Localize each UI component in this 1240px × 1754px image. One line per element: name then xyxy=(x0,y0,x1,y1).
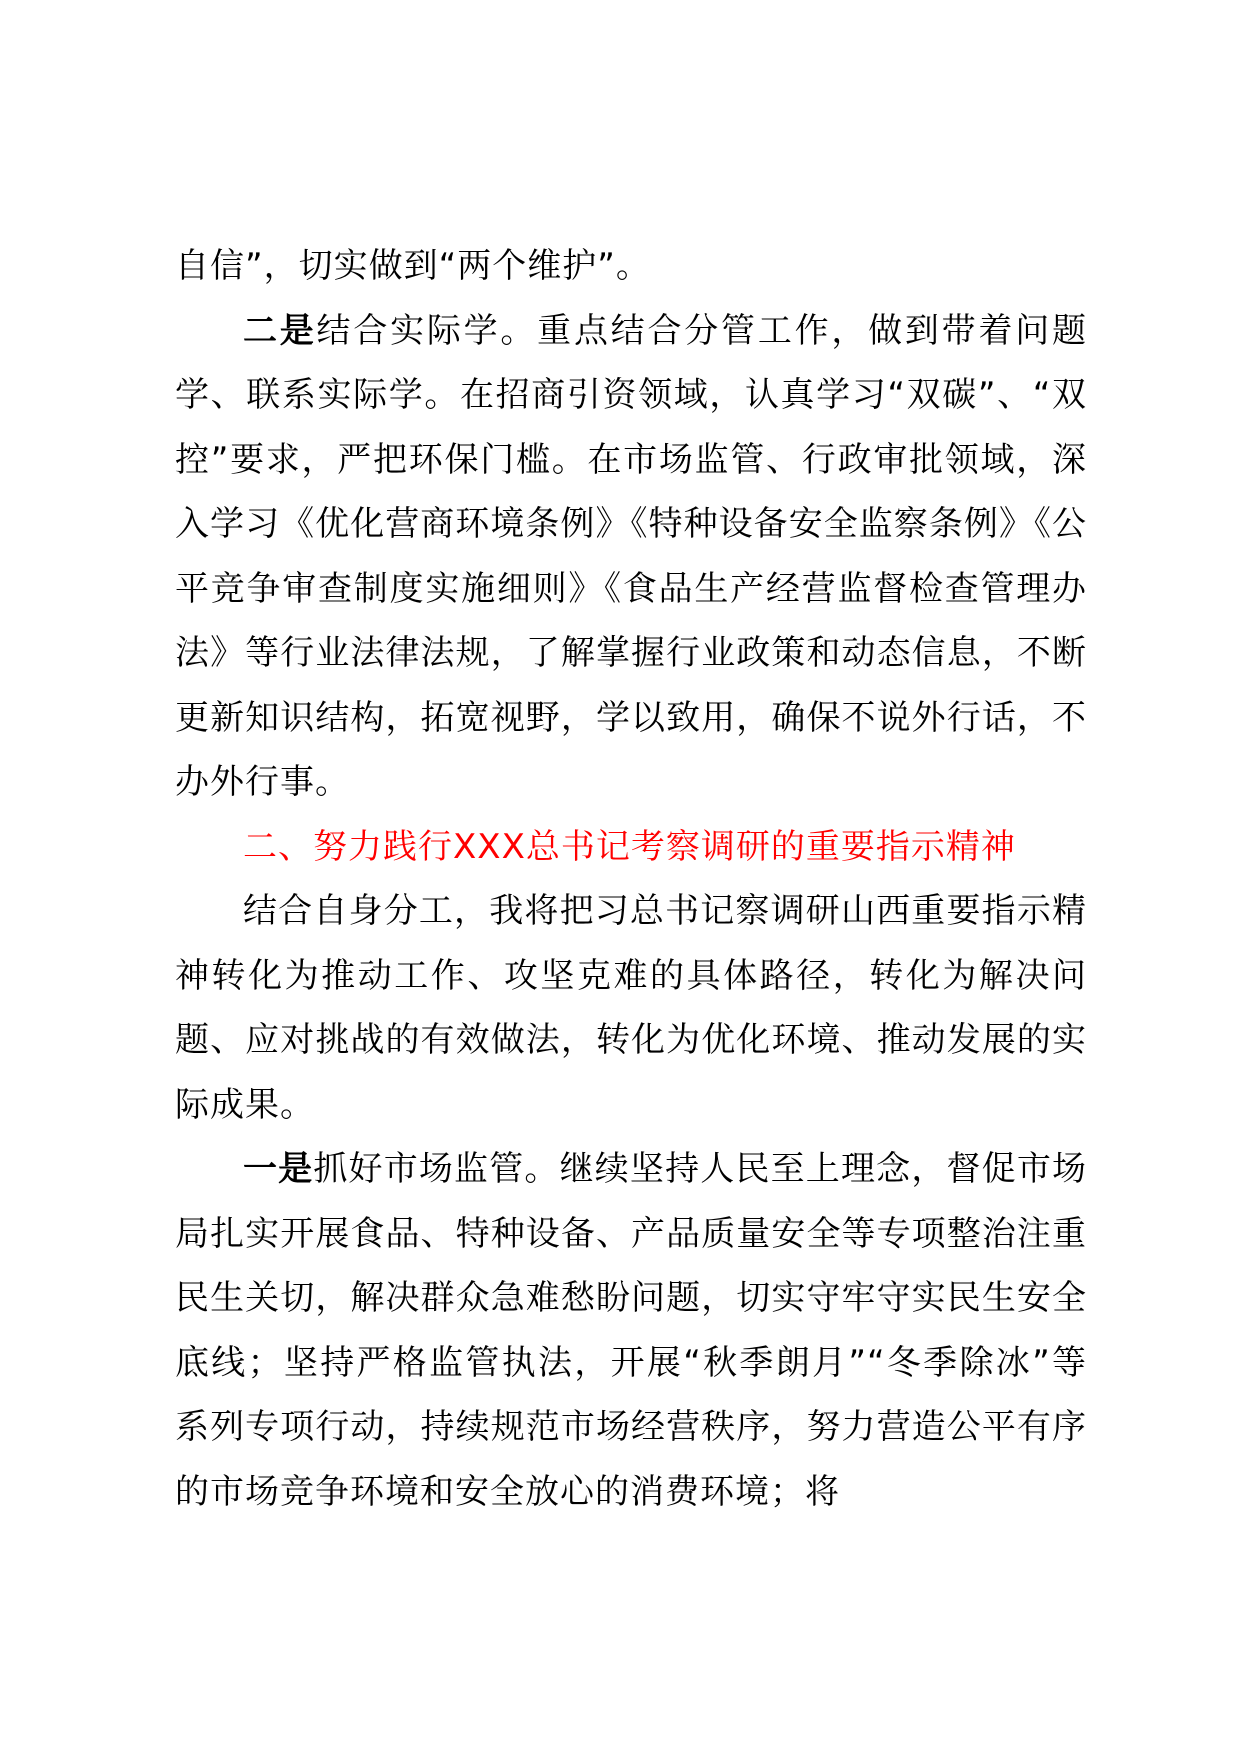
paragraph-text: 自信”，切实做到“两个维护”。 xyxy=(175,246,651,286)
paragraph-market-supervision xyxy=(175,1137,1087,1524)
document-page xyxy=(175,234,1087,1524)
paragraph-lead: 二是 xyxy=(243,310,317,351)
paragraph-lead: 一是 xyxy=(243,1149,314,1189)
paragraph-text: 抓好市场监管。继续坚持人民至上理念，督促市场局扎实开展食品、特种设备、产品质量安全等专项整治注重民生关切，解决群众急难愁盼问题，切实守牢守实民生安全底线；坚持严格监管执法，开展“秋季朗月”“冬季除冰”等系列专项行动，持续规范市场经营秩序，努力营造公平有序的市场竞争环境和安全放心的消费环境；将 xyxy=(175,1149,1088,1512)
paragraph-study-practice xyxy=(175,299,1087,815)
paragraph-text: 结合自身分工，我将把习总书记察调研山西重要指示精神转化为推动工作、攻坚克难的具体路径，转化为解决问题、应对挑战的有效做法，转化为优化环境、推动发展的实际成果。 xyxy=(175,891,1087,1125)
section-heading: 二、努力践行XXX总书记考察调研的重要指示精神 xyxy=(243,826,1016,867)
paragraph-text: 结合实际学。重点结合分管工作，做到带着问题学、联系实际学。在招商引资领域，认真学习“双碳”、“双控”要求，严把环保门槛。在市场监管、行政审批领域，深入学习《优化营商环境条例》《特种设备安全监察条例》《公平竞争审查制度实施细则》《食品生产经营监督检查管理办法》等行业法律法规，了解掌握行业政策和动态信息，不断更新知识结构，拓宽视野，学以致用，确保不说外行话，不办外行事。 xyxy=(175,310,1087,802)
paragraph-continuation xyxy=(175,234,1087,299)
paragraph-intro xyxy=(175,879,1087,1137)
